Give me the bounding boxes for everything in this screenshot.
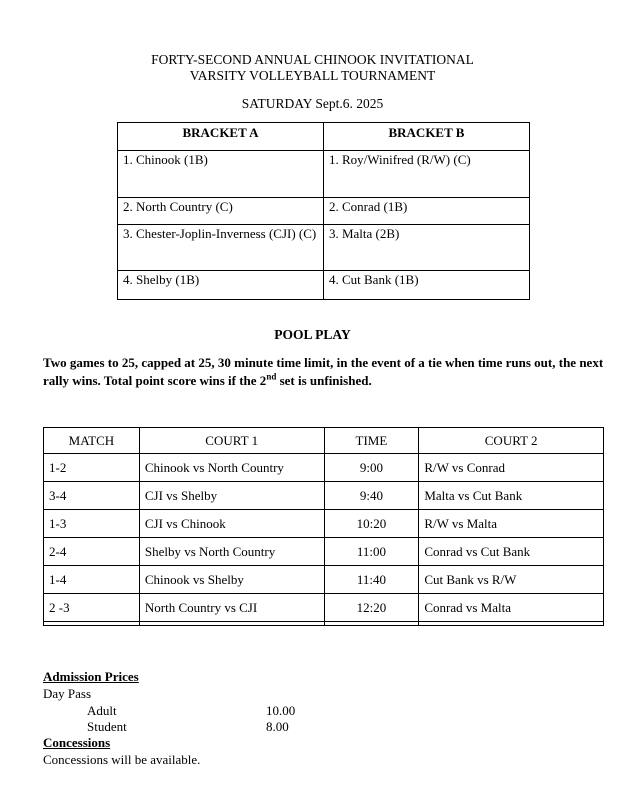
bracket-a-team: 2. North Country (C) bbox=[118, 198, 324, 225]
pool-play-rules bbox=[43, 354, 615, 390]
rules-text-end: set is unfinished. bbox=[276, 373, 372, 388]
table-row bbox=[44, 510, 604, 538]
admission-heading: Admission Prices bbox=[43, 669, 139, 684]
student-label: Student bbox=[87, 719, 127, 734]
court2-cell: R/W vs Malta bbox=[419, 510, 604, 538]
court1-cell: Chinook vs Shelby bbox=[139, 566, 324, 594]
table-row bbox=[44, 454, 604, 482]
tournament-subtitle: VARSITY VOLLEYBALL TOURNAMENT bbox=[189, 68, 436, 83]
schedule-table bbox=[43, 427, 604, 626]
spacer-cell bbox=[139, 622, 324, 626]
table-row bbox=[44, 538, 604, 566]
bracket-a-header: BRACKET A bbox=[118, 123, 324, 151]
court2-cell: Cut Bank vs R/W bbox=[419, 566, 604, 594]
student-price: 8.00 bbox=[266, 719, 289, 734]
bracket-a-team: 1. Chinook (1B) bbox=[118, 151, 324, 198]
bracket-b-team: 3. Malta (2B) bbox=[323, 225, 529, 271]
court1-cell: North Country vs CJI bbox=[139, 594, 324, 622]
bracket-a-team: 3. Chester-Joplin-Inverness (CJI) (C) bbox=[118, 225, 324, 271]
match-cell: 2 -3 bbox=[44, 594, 140, 622]
match-header: MATCH bbox=[44, 428, 140, 454]
bracket-table bbox=[117, 122, 530, 300]
bracket-a-team: 4. Shelby (1B) bbox=[118, 271, 324, 300]
court1-cell: CJI vs Chinook bbox=[139, 510, 324, 538]
spacer-cell bbox=[419, 622, 604, 626]
court1-cell: Shelby vs North Country bbox=[139, 538, 324, 566]
match-cell: 3-4 bbox=[44, 482, 140, 510]
court1-cell: CJI vs Shelby bbox=[139, 482, 324, 510]
time-cell: 9:40 bbox=[324, 482, 419, 510]
court1-header: COURT 1 bbox=[139, 428, 324, 454]
court2-header: COURT 2 bbox=[419, 428, 604, 454]
day-pass-label: Day Pass bbox=[43, 686, 92, 701]
court2-cell: R/W vs Conrad bbox=[419, 454, 604, 482]
spacer-cell bbox=[324, 622, 419, 626]
table-row bbox=[44, 566, 604, 594]
table-spacer-row bbox=[44, 622, 604, 626]
court1-cell: Chinook vs North Country bbox=[139, 454, 324, 482]
match-cell: 2-4 bbox=[44, 538, 140, 566]
tournament-date: SATURDAY Sept.6. 2025 bbox=[241, 96, 384, 111]
time-cell: 12:20 bbox=[324, 594, 419, 622]
match-cell: 1-4 bbox=[44, 566, 140, 594]
bracket-b-team: 2. Conrad (1B) bbox=[323, 198, 529, 225]
bracket-b-team: 1. Roy/Winifred (R/W) (C) bbox=[323, 151, 529, 198]
table-row bbox=[44, 482, 604, 510]
court2-cell: Malta vs Cut Bank bbox=[419, 482, 604, 510]
time-cell: 9:00 bbox=[324, 454, 419, 482]
bracket-b-header: BRACKET B bbox=[323, 123, 529, 151]
concessions-heading: Concessions bbox=[43, 735, 111, 750]
bracket-b-team: 4. Cut Bank (1B) bbox=[323, 271, 529, 300]
time-cell: 10:20 bbox=[324, 510, 419, 538]
adult-label: Adult bbox=[87, 703, 117, 718]
court2-cell: Conrad vs Cut Bank bbox=[419, 538, 604, 566]
time-cell: 11:00 bbox=[324, 538, 419, 566]
pool-play-heading: POOL PLAY bbox=[274, 327, 351, 342]
match-cell: 1-2 bbox=[44, 454, 140, 482]
court2-cell: Conrad vs Malta bbox=[419, 594, 604, 622]
time-cell: 11:40 bbox=[324, 566, 419, 594]
table-row bbox=[44, 594, 604, 622]
time-header: TIME bbox=[324, 428, 419, 454]
match-cell: 1-3 bbox=[44, 510, 140, 538]
adult-price: 10.00 bbox=[266, 703, 296, 718]
spacer-cell bbox=[44, 622, 140, 626]
tournament-title: FORTY-SECOND ANNUAL CHINOOK INVITATIONAL bbox=[151, 52, 474, 67]
rules-superscript: nd bbox=[266, 371, 277, 382]
rules-text: Two games to 25, capped at 25, 30 minute time limit, in the event of a tie when time runs out, the next rally wins. Total point score wins if the 2 bbox=[43, 355, 604, 388]
concessions-text: Concessions will be available. bbox=[43, 752, 201, 767]
